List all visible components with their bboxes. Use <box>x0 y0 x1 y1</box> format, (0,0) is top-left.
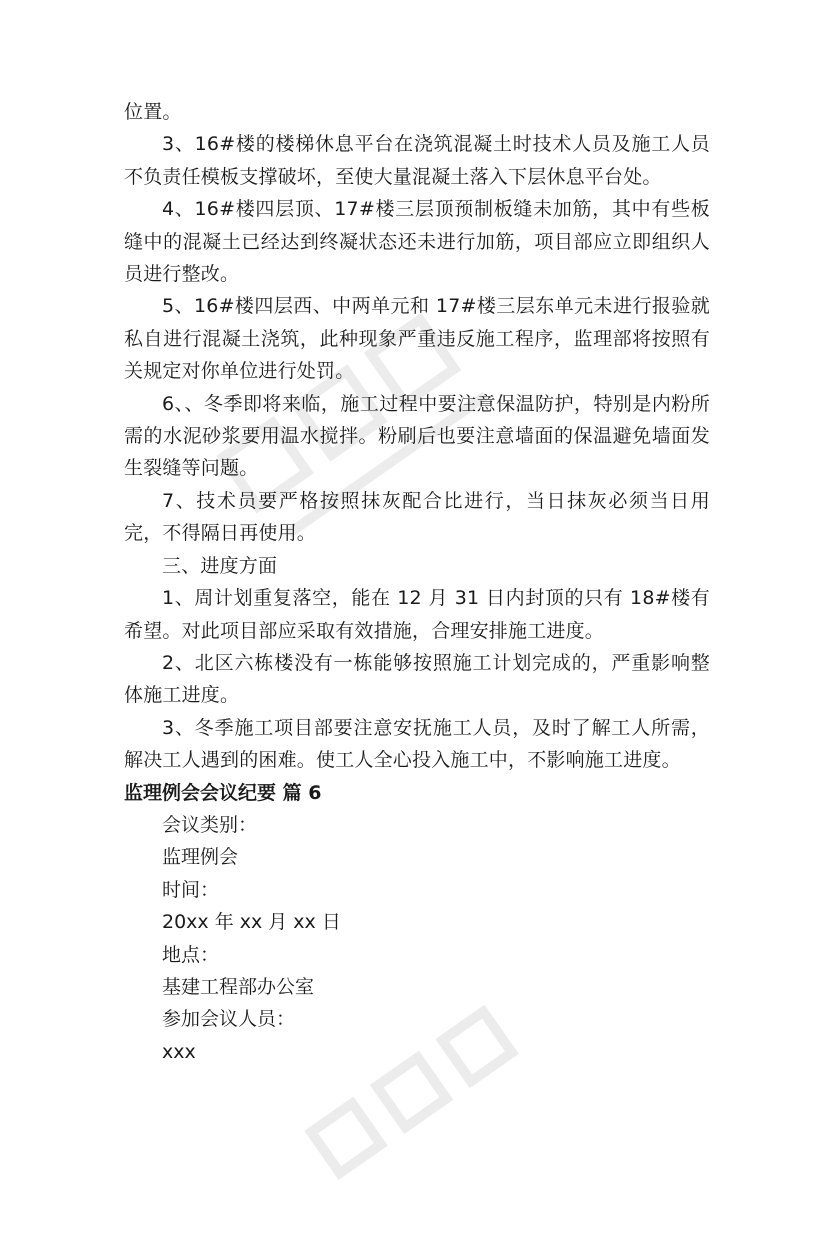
paragraph-progress-2: 2、北区六栋楼没有一栋能够按照施工计划完成的，严重影响整体施工进度。 <box>124 651 710 707</box>
field-label-time: 时间： <box>162 878 220 901</box>
document-body <box>124 96 710 1068</box>
paragraph-progress-1: 1、周计划重复落空，能在 12 月 31 日内封顶的只有 18#楼有希望。对此项目部应采取有效措施，合理安排施工进度。 <box>124 587 710 642</box>
field-value-meeting-type: 监理例会 <box>162 846 239 869</box>
field-label-location: 地点： <box>162 943 220 966</box>
subsection-title-progress: 三、进度方面 <box>162 554 278 577</box>
field-label-attendees: 参加会议人员： <box>162 1008 296 1031</box>
field-value-time: 20xx 年 xx 月 xx 日 <box>162 911 341 934</box>
field-value-location: 基建工程部办公室 <box>162 975 315 998</box>
field-label-meeting-type: 会议类别： <box>162 813 258 836</box>
paragraph-progress-3: 3、冬季施工项目部要注意安抚施工人员，及时了解工人所需，解决工人遇到的困难。使工人全心投入施工中，不影响施工进度。 <box>124 716 710 772</box>
section-heading: 监理例会会议纪要 篇 6 <box>124 781 322 804</box>
field-value-attendees: xxx <box>162 1040 196 1063</box>
paragraph-item-7: 7、技术员要严格按照抹灰配合比进行，当日抹灰必须当日用完，不得隔日再使用。 <box>124 489 710 545</box>
paragraph-item-6: 6、、冬季即将来临，施工过程中要注意保温防护，特别是内粉所需的水泥砂浆要用温水搅拌。粉刷后也要注意墙面的保温避免墙面发生裂缝等问题。 <box>124 392 710 480</box>
paragraph-item-3: 3、16#楼的楼梯休息平台在浇筑混凝土时技术人员及施工人员不负责任模板支撑破坏，至使大量混凝土落入下层休息平台处。 <box>124 133 710 188</box>
paragraph-item-4: 4、16#楼四层顶、17#楼三层顶预制板缝未加筋，其中有些板缝中的混凝土已经达到终凝状态还未进行加筋，项目部应立即组织人员进行整改。 <box>124 198 710 286</box>
paragraph-continuation: 位置。 <box>124 101 182 123</box>
paragraph-item-5: 5、16#楼四层西、中两单元和 17#楼三层东单元未进行报验就私自进行混凝土浇筑，此种现象严重违反施工程序，监理部将按照有关规定对你单位进行处罚。 <box>124 295 710 383</box>
